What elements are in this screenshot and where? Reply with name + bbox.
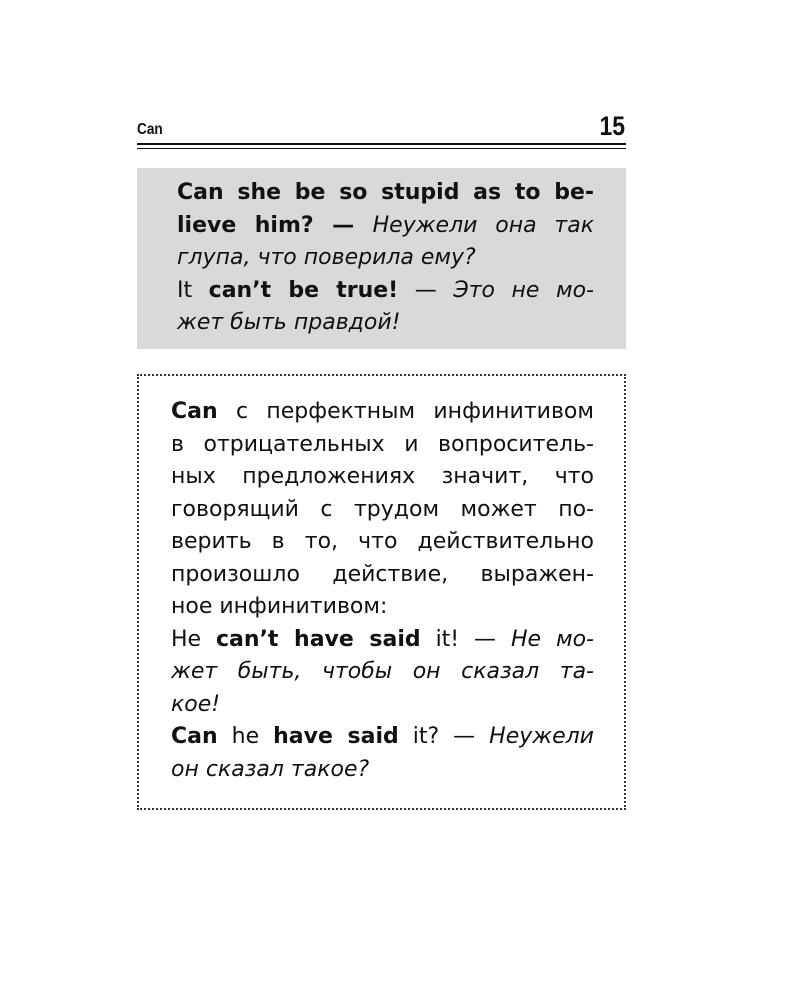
example-text: lieve him? —: [177, 212, 373, 238]
translation-text: Это не мо-: [453, 277, 594, 303]
translation-text: Не мо-: [510, 626, 594, 652]
keyword: have said: [273, 724, 399, 749]
translation-text: он сказал такое?: [171, 756, 370, 782]
body-text: говорящий с трудом может по-: [171, 496, 594, 522]
note-box: [137, 374, 626, 810]
text-line: [177, 242, 594, 275]
translation-text: Неужели она так: [372, 212, 594, 238]
text-line: [171, 559, 594, 592]
text-line: [171, 429, 594, 462]
text-line: [177, 275, 594, 308]
text-line: [171, 526, 594, 559]
body-text: с перфектным инфинитивом: [217, 399, 594, 424]
translation-text: глупа, что поверила ему?: [177, 245, 476, 270]
body-text: в отрицательных и вопроситель-: [171, 431, 594, 457]
translation-text: кое!: [171, 691, 221, 717]
translation-text: жет быть правдой!: [177, 310, 401, 335]
keyword: Can: [171, 724, 218, 749]
body-text: произошло действие, выражен-: [171, 561, 594, 587]
translation-text: Неужели: [489, 724, 594, 749]
example-box: [137, 168, 626, 349]
running-head: [137, 112, 626, 142]
text-line: [171, 754, 594, 787]
page-number: 15: [599, 111, 625, 141]
text-line: [171, 396, 594, 429]
text-line: [171, 721, 594, 754]
example-text: it! —: [420, 626, 511, 652]
text-line: [171, 656, 594, 689]
section-label: Can: [137, 121, 163, 138]
body-text: ное инфинитивом:: [171, 594, 388, 619]
keyword: Can: [177, 180, 224, 205]
text-line: [171, 689, 594, 722]
text-line: [177, 177, 594, 210]
example-text: it? —: [398, 724, 490, 749]
translation-text: жет быть, чтобы он сказал та-: [171, 659, 594, 684]
header-rule: [137, 143, 626, 149]
keyword: can’t have said: [216, 626, 421, 652]
text-line: [171, 461, 594, 494]
example-text: he: [217, 724, 274, 749]
example-text: He: [171, 626, 217, 652]
keyword: can’t be true!: [208, 277, 399, 303]
text-line: [177, 210, 594, 243]
keyword: Can: [171, 399, 218, 424]
text-line: [171, 591, 594, 624]
dash: —: [398, 277, 454, 303]
text-line: [171, 624, 594, 657]
example-text: she be so stupid as to be-: [223, 180, 594, 205]
text-line: [171, 494, 594, 527]
example-text: It: [177, 277, 209, 303]
body-text: верить в то, что действительно: [171, 529, 594, 554]
text-line: [177, 307, 594, 340]
body-text: ных предложениях значит, что: [171, 464, 594, 489]
